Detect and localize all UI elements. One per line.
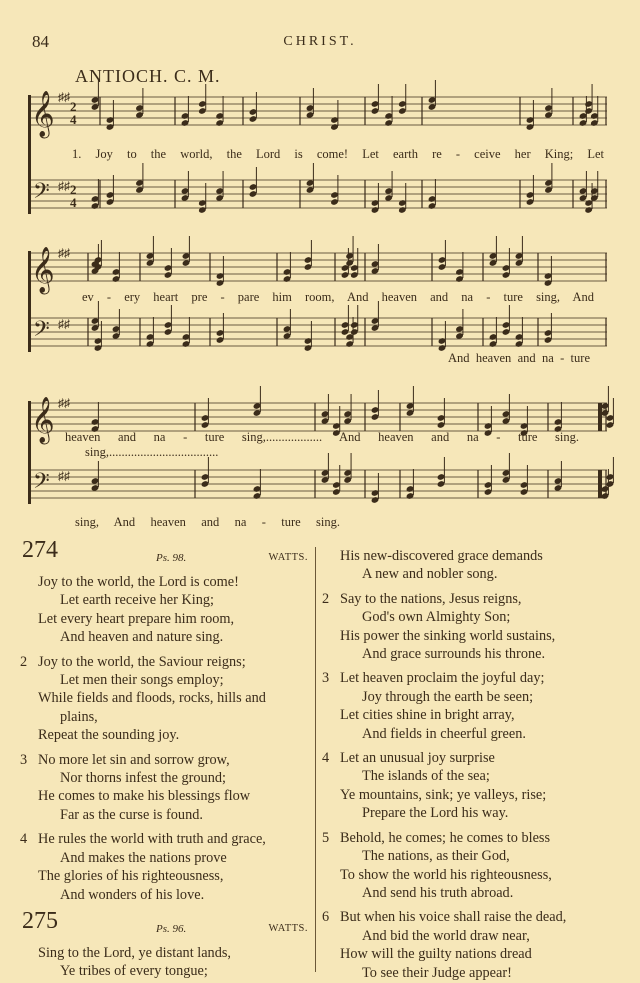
line-text: Far as the curse is found.	[60, 806, 203, 823]
stanza-line	[322, 590, 622, 608]
stanza-line	[322, 749, 622, 767]
stanza-line	[20, 962, 312, 980]
hymn-header	[20, 907, 312, 944]
lyrics-system-1: 1. Joy to the world, the Lord is come! Let earth re - ceive her King; Let	[72, 147, 604, 161]
line-text: He comes to make his blessings flow	[38, 788, 251, 805]
line-text: The islands of the sea;	[362, 768, 490, 785]
stanza	[322, 749, 622, 823]
stanza-line	[20, 653, 312, 671]
stanza-line	[20, 830, 312, 848]
line-text: Repeat the sounding joy.	[38, 727, 180, 744]
hymn-number: 274	[22, 537, 58, 563]
stanza-number: 5	[322, 829, 330, 846]
stanza-line	[322, 927, 622, 945]
stanza-number: 6	[322, 909, 330, 926]
stanza-line	[322, 706, 622, 724]
line-text: Let an unusual joy surprise	[340, 750, 495, 767]
stanza-line	[20, 751, 312, 769]
stanza-line	[322, 688, 622, 706]
stanza-line	[20, 610, 312, 628]
stanza-line	[20, 849, 312, 867]
stanza	[322, 590, 622, 664]
stanza-line	[20, 591, 312, 609]
line-text: Behold, he comes; he comes to bless	[340, 829, 551, 846]
stanza-line	[20, 769, 312, 787]
psalm-reference: Ps. 96.	[156, 922, 187, 935]
line-text: To show the world his righteousness,	[340, 866, 552, 883]
line-text: To see their Judge appear!	[362, 964, 512, 981]
key-signature: ♯♯	[58, 317, 70, 331]
line-text: And grace surrounds his throne.	[362, 646, 546, 663]
stanza-line	[322, 866, 622, 884]
stanza-line	[322, 804, 622, 822]
line-text: Let cities shine in bright array,	[340, 707, 515, 724]
lyrics-system-2: ev - ery heart pre - pare him room, And heaven and na - ture sing, And	[82, 290, 594, 304]
time-signature: 4	[70, 112, 77, 127]
bass-clef-icon: 𝄢	[33, 469, 50, 499]
key-signature: ♯♯	[58, 469, 70, 483]
line-text: Joy through the earth be seen;	[362, 688, 534, 705]
line-text: Prepare the Lord his way.	[362, 805, 509, 822]
stanza-line	[322, 945, 622, 963]
stanza-line	[322, 847, 622, 865]
line-text: Let men their songs employ;	[60, 672, 224, 689]
line-text: Ye mountains, sink; ye valleys, rise;	[340, 786, 547, 803]
hymn-text-left-column	[20, 537, 312, 981]
line-text: He rules the world with truth and grace,	[38, 831, 266, 848]
line-text: Joy to the world, the Saviour reigns;	[38, 653, 246, 670]
line-text: Ye tribes of every tongue;	[60, 963, 208, 980]
treble-clef-icon: 𝄞	[31, 247, 55, 293]
line-text: Nor thorns infest the ground;	[60, 770, 226, 787]
stanza-number: 2	[20, 653, 28, 670]
hymn-header	[20, 537, 312, 573]
stanza-line	[322, 627, 622, 645]
final-bar	[598, 470, 602, 498]
stanza-line	[322, 725, 622, 743]
key-signature: ♯♯	[58, 246, 70, 260]
stanza-line	[322, 565, 622, 583]
stanza-line	[322, 767, 622, 785]
bass-clef-icon: 𝄢	[33, 179, 50, 209]
stanza	[322, 829, 622, 903]
stanza-line	[322, 669, 622, 687]
line-text: And fields in cheerful green.	[362, 725, 526, 742]
running-head: CHRIST.	[283, 34, 357, 49]
stanza-number: 2	[322, 590, 330, 607]
stanza-line	[20, 689, 312, 707]
stanza-number: 3	[20, 751, 28, 768]
key-signature: ♯♯	[58, 90, 70, 104]
tenor-lyrics-system-3: sing,...................................	[85, 445, 219, 459]
stanza-line	[322, 829, 622, 847]
stanza-line	[20, 806, 312, 824]
stanza	[322, 908, 622, 982]
line-text: His power the sinking world sustains,	[340, 627, 556, 644]
stanza	[20, 830, 312, 904]
hymn-number: 275	[22, 907, 58, 934]
line-text: And send his truth abroad.	[362, 884, 514, 901]
page-number: 84	[32, 32, 49, 51]
stanza-line	[322, 908, 622, 926]
bass-lyrics-system-2: And heaven and na - ture	[448, 351, 590, 365]
bass-lyrics-system-3: sing, And heaven and na - ture sing.	[75, 515, 340, 529]
line-text: And wonders of his love.	[60, 886, 205, 903]
stanza-number: 4	[20, 831, 28, 848]
stanza-line	[20, 708, 312, 726]
line-text: While fields and floods, rocks, hills and	[38, 690, 266, 707]
line-text: Let heaven proclaim the joyful day;	[340, 670, 545, 687]
line-text: His new-discovered grace demands	[340, 548, 543, 564]
stanza-line	[20, 671, 312, 689]
stanza-line	[20, 628, 312, 646]
line-text: The glories of his righteousness,	[38, 868, 224, 885]
stanza-line	[322, 645, 622, 663]
hymn-text-right-column	[322, 547, 622, 982]
stanza-line	[20, 886, 312, 904]
line-text: Sing to the Lord, ye distant lands,	[38, 944, 231, 961]
stanza	[20, 751, 312, 825]
hymn-author: WATTS.	[268, 922, 308, 934]
line-text: And heaven and nature sing.	[60, 629, 224, 646]
line-text: A new and nobler song.	[362, 566, 498, 583]
stanza-line	[322, 786, 622, 804]
line-text: Let every heart prepare him room,	[38, 610, 235, 627]
line-text: And makes the nations prove	[60, 849, 227, 866]
time-signature: 4	[70, 195, 77, 210]
psalm-reference: Ps. 98.	[156, 552, 187, 564]
line-text: Joy to the world, the Lord is come!	[38, 574, 239, 590]
stanza	[322, 547, 622, 584]
stanza-line	[20, 573, 312, 591]
stanza-line	[322, 547, 622, 565]
stanza-line	[322, 884, 622, 902]
key-signature: ♯♯	[58, 396, 70, 410]
line-text: God's own Almighty Son;	[362, 609, 511, 626]
stanza-line	[20, 726, 312, 744]
line-text: But when his voice shall raise the dead,	[340, 909, 567, 926]
final-bar	[598, 403, 602, 431]
treble-clef-icon: 𝄞	[31, 397, 55, 443]
stanza	[322, 669, 622, 743]
column-divider	[315, 547, 316, 972]
time-signature: 2	[70, 99, 77, 114]
stanza-line	[20, 944, 312, 962]
line-text: Say to the nations, Jesus reigns,	[340, 590, 522, 607]
treble-clef-icon: 𝄞	[31, 91, 55, 137]
hymn-author: WATTS.	[268, 552, 308, 563]
line-text: No more let sin and sorrow grow,	[38, 751, 230, 768]
stanza	[20, 944, 312, 981]
stanza-line	[20, 867, 312, 885]
line-text: How will the guilty nations dread	[340, 946, 532, 963]
stanza-line	[20, 787, 312, 805]
stanza-number: 4	[322, 750, 330, 767]
time-signature: 2	[70, 182, 77, 197]
line-text: And bid the world draw near,	[362, 927, 530, 944]
key-signature: ♯♯	[58, 179, 70, 193]
tune-title: ANTIOCH. C. M.	[75, 66, 221, 86]
stanza	[20, 653, 312, 745]
stanza	[20, 573, 312, 647]
line-text: Let earth receive her King;	[60, 592, 215, 609]
line-text: plains,	[60, 708, 98, 725]
stanza-line	[322, 608, 622, 626]
line-text: The nations, as their God,	[362, 848, 510, 865]
lyrics-system-3: heaven and na - ture sing,.................. And heaven and na - ture sing.	[65, 430, 579, 444]
stanza-line	[322, 964, 622, 982]
stanza-number: 3	[322, 670, 330, 687]
bass-clef-icon: 𝄢	[33, 317, 50, 347]
